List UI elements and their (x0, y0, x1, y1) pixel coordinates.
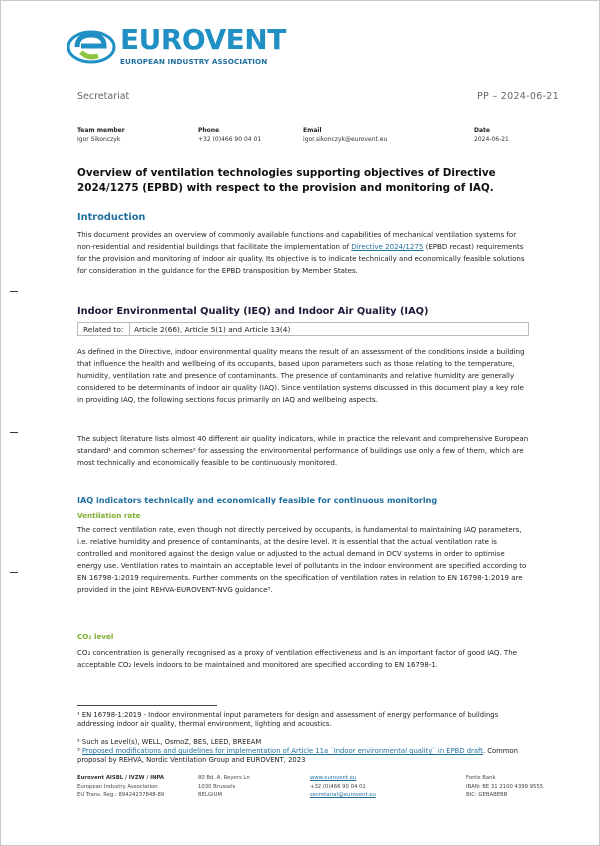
footer-website-link[interactable]: www.eurovent.eu (310, 775, 357, 781)
ieq-paragraph-2: The subject literature lists almost 40 different air quality indicators, while in practice the relevant and comprehensive European standard¹ and common schemes² for assessing the environmental performance of buildings use only a few of them, which are most technically and economically feasible to be continuously monitored. (77, 434, 529, 467)
related-value: Article 2(66), Article 5(1) and Article 13(4) (134, 325, 291, 334)
footer-bank-name: Fortis Bank (466, 775, 496, 781)
ventilation-rate-heading: Ventilation rate (77, 511, 141, 520)
document-title: Overview of ventilation technologies supporting objectives of Directive 2024/1275 (EPBD) with respect to the provision and monitoring of IAQ. (77, 167, 496, 194)
introduction-heading: Introduction (77, 212, 146, 223)
margin-change-mark (10, 291, 18, 292)
email-value: igor.sikonczyk@eurovent.eu (303, 136, 388, 143)
footer-address (198, 774, 250, 800)
introduction-paragraph (77, 229, 529, 277)
related-divider (129, 323, 130, 335)
footer-iban: IBAN: BE 31 2100 4399 9555 (466, 783, 544, 790)
iaq-indicators-heading: IAQ indicators technically and economically feasible for continuous monitoring (77, 495, 438, 505)
footer-email-link[interactable]: secretariat@eurovent.eu (310, 792, 376, 798)
footer-country: BELGIUM (198, 792, 223, 798)
footer-org-type: European Industry Association (77, 783, 158, 790)
footnote-separator (77, 705, 217, 706)
co2-level-heading: CO₂ level (77, 632, 114, 641)
meta-email (303, 126, 387, 144)
intro-text-part-1: This document provides an overview of commonly available functions and capabilities of mechanical ventilation systems for non-residential and residential buildings that facilitate the implementation of (77, 230, 517, 251)
footnote-3-link[interactable]: Proposed modifications and guidelines for implementation of Article 11a `Indoor environmental quality` in EPBD draft (81, 747, 483, 755)
document-reference: PP – 2024-06-21 (477, 91, 559, 102)
directive-link[interactable]: Directive 2024/1275 (351, 242, 424, 251)
phone-value: +32 (0)466 90 04 01 (198, 136, 262, 143)
footer-organisation (77, 774, 164, 800)
intro-text-part-2: (EPBD recast) requirements for the provision and monitoring of indoor air quality. Its objective is to indicate technically and economically feasible solutions for consideration in the guidance for the EPBD transposition by Member States. (77, 242, 525, 275)
meta-date (474, 126, 509, 144)
related-articles-box (77, 322, 529, 336)
footer-bic: BIC: GEBABEBB (466, 792, 508, 798)
footer-bank (466, 774, 543, 800)
footer-city: 1030 Brussels (198, 783, 236, 790)
footer-phone: +32 (0)466 90 04 01 (310, 783, 366, 790)
footnote-3 (77, 747, 537, 765)
margin-change-mark (10, 572, 18, 573)
eurovent-logo (67, 23, 337, 69)
logo-subtitle: EUROPEAN INDUSTRY ASSOCIATION (120, 57, 268, 66)
footer-contact (310, 774, 376, 800)
logo-wordmark: EUROVENT (120, 23, 286, 56)
footnote-3-text: . Common proposal by REHVA, Nordic Ventilation Group and EUROVENT, 2023 (77, 747, 518, 764)
margin-change-mark (10, 432, 18, 433)
ieq-heading: Indoor Environmental Quality (IEQ) and Indoor Air Quality (IAQ) (77, 306, 429, 317)
footnote-2: ² Such as Level(s), WELL, OsmoZ, BES, LEED, BREEAM (77, 738, 262, 746)
team-value: Igor Sikonczyk (77, 136, 121, 143)
related-label: Related to: (83, 325, 124, 334)
ieq-paragraph-1: As defined in the Directive, indoor environmental quality means the result of an assessment of the conditions inside a building that influence the health and wellbeing of its occupants, based upon parameters such as those relating to the temperature, humidity, ventilation rate and presence of contaminants. The presence of contaminants and relative humidity are generally considered to be determinants of indoor air quality (IAQ). Since ventilation systems discussed in this document play a key role in providing IAQ, the following sections focus primarily on IAQ and wellbeing aspects. (77, 347, 525, 404)
meta-team (77, 126, 125, 144)
eurovent-logo-icon (67, 25, 117, 65)
meta-phone (198, 126, 261, 144)
footnote-1: ¹ EN 16798-1:2019 - Indoor environmental input parameters for design and assessment of energy performance of buildings addressing indoor air quality, thermal environment, lighting and acoustics. (77, 711, 499, 728)
team-label: Team member (77, 127, 125, 134)
department-label: Secretariat (77, 91, 130, 102)
date-label: Date (474, 127, 490, 134)
co2-level-paragraph: CO₂ concentration is generally recognised as a proxy of ventilation effectiveness and is an important factor of good IAQ. The acceptable CO₂ levels indoors to be maintained and monitored are specified according to EN 16798-1. (77, 648, 517, 669)
ventilation-rate-paragraph: The correct ventilation rate, even though not directly perceived by occupants, is fundamental to maintaining IAQ parameters, i.e. relative humidity and presence of contaminants, at the desire level. It is essential that the actual ventilation rate is controlled and monitored against the design value or adjusted to the actual demand in DCV systems in order to optimise energy use. Ventilation rates to maintain an acceptable level of pollutants in the indoor environment are specified according to EN 16798-1:2019 requirements. Further comments on the specification of ventilation rates in relation to EN 16798-1:2019 are provided in the joint REHVA-EUROVENT-NVG guidance³. (77, 525, 527, 594)
footer-org-reg: EU Trans. Reg.: 89424237848-89 (77, 792, 165, 798)
email-label: Email (303, 127, 322, 134)
footnote-3-number: ³ (77, 747, 82, 755)
date-value: 2024-06-21 (474, 136, 509, 143)
footer-street: 80 Bd. A. Reyers Ln (198, 775, 250, 781)
phone-label: Phone (198, 127, 220, 134)
footer-org-name: Eurovent AISBL / IVZW / INPA (77, 775, 165, 781)
